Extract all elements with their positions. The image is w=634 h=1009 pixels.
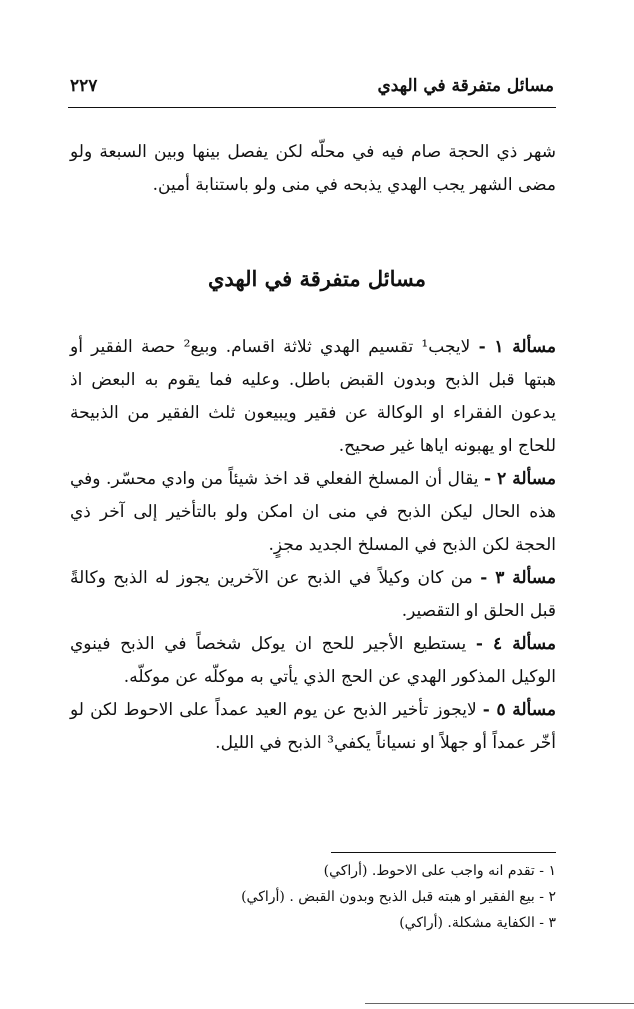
- issue-2: [70, 463, 556, 562]
- page-bottom-rule: [365, 1003, 634, 1004]
- page-header: [70, 76, 554, 106]
- intro-paragraph: شهر ذي الحجة صام فيه في محلّه لكن يفصل بينها وبين السبعة ولو مضى الشهر يجب الهدي يذبحه في منى ولو باستنابة أمين.: [70, 142, 556, 195]
- running-title: مسائل متفرقة في الهدي: [377, 76, 554, 96]
- issue-5: [70, 694, 556, 760]
- footnote-3: ٣ - الكفاية مشكلة. (أراكي): [399, 915, 556, 931]
- issue-text: من كان وكيلاً في الذبح عن الآخرين يجوز له الذبح وكالةً قبل الحلق او التقصير.: [70, 568, 556, 621]
- issue-label: مسألة ٢ -: [483, 469, 556, 489]
- issue-1: [70, 331, 556, 463]
- footnote-rule: [331, 852, 556, 853]
- issue-label: مسألة ١ -: [478, 337, 556, 357]
- section-heading: مسائل متفرقة في الهدي: [207, 266, 427, 291]
- issue-text: يستطيع الأجير للحج ان يوكل شخصاً في الذبح فينوي الوكيل المذكور الهدي عن الحج الذي يأتي به موكلّه عن موكلّه.: [70, 634, 556, 687]
- footnotes: [200, 858, 556, 936]
- issue-text: يقال أن المسلخ الفعلي قد اخذ شيئاً من وادي محسّر. وفي هذه الحال ليكن الذبح في منى ان امكن ولو بالتأخير إلى آخر ذي الحجة لكن الذبح في المسلخ الجديد مجزٍ.: [70, 469, 556, 555]
- issue-label: مسألة ٥ -: [482, 700, 556, 720]
- issue-label: مسألة ٤ -: [475, 634, 557, 654]
- footnote-1: ١ - تقدم انه واجب على الاحوط. (أراكي): [323, 863, 556, 879]
- issue-text: لايجب¹ تقسيم الهدي ثلاثة اقسام. وبيع² حصة الفقير أو هبتها قبل الذبح وبدون القبض باطل. وعليه فما يقوم به البعض اذ يدعون الفقراء او الوكالة عن فقير ويبيعون ثلث الفقير من الذبيحة للحاج او يهبونه اياها غير صحيح.: [70, 337, 556, 456]
- issue-text: لايجوز تأخير الذبح عن يوم العيد عمداً على الاحوط لكن لو أخّر عمداً أو جهلاً او نسياناً يكفي³ الذبح في الليل.: [70, 700, 556, 753]
- footnote-2: ٢ - بيع الفقير او هبته قبل الذبح وبدون القبض . (أراكي): [241, 889, 556, 905]
- issue-3: [70, 562, 556, 628]
- page-number: ٢٢٧: [70, 76, 98, 96]
- issue-label: مسألة ٣ -: [480, 568, 557, 588]
- issue-4: [70, 628, 556, 694]
- header-rule: [68, 107, 556, 108]
- issues-list: [70, 331, 556, 760]
